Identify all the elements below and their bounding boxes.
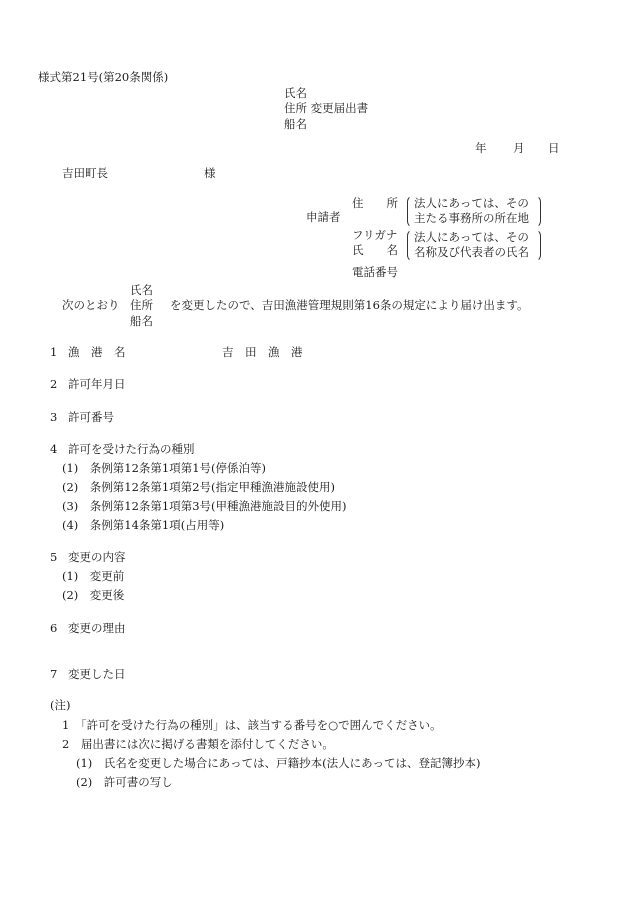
intro-prefix: 次のとおり [62,298,120,312]
name-note-line2: 名称及び代表者の氏名 [414,245,529,259]
date-month: 月 [513,141,525,155]
section-2-number: 2 [50,377,58,391]
section-3-number: 3 [50,410,58,424]
addressee-honorific: 様 [204,166,216,180]
name-note-line1: 法人にあっては、その [414,230,529,244]
section-4-item: (2) 条例第12条第1項第2号(指定甲種漁港施設使用) [62,480,336,494]
intro-option-ship: 船名 [130,314,153,328]
address-label: 住 所 [352,196,398,210]
notes-heading: (注) [50,698,71,712]
section-2-label: 許可年月日 [68,377,126,391]
date-year: 年 [475,141,487,155]
date-day: 日 [548,141,560,155]
furigana-label: フリガナ [352,228,398,242]
section-5-item: (2) 変更後 [62,588,125,602]
section-6-number: 6 [50,621,58,635]
name-label: 氏 名 [352,243,398,257]
section-7-number: 7 [50,667,58,681]
title-line-ship: 船名 [284,117,307,131]
section-4-item: (1) 条例第12条第1項第1号(停係泊等) [62,461,267,475]
intro-option-name: 氏名 [130,283,153,297]
section-4-number: 4 [50,442,58,456]
note-1: 1 「許可を受けた行為の種別」は、該当する番号を○で囲んでください。 [62,718,442,732]
note-2: 2 届出書には次に掲げる書類を添付してください。 [62,737,334,751]
title-line-address: 住所 変更届出書 [284,101,369,115]
address-note-line1: 法人にあっては、その [414,196,529,210]
section-4-label: 許可を受けた行為の種別 [68,442,195,456]
addressee-name: 吉田町長 [62,166,108,180]
section-1-number: 1 [50,345,58,359]
section-5-item: (1) 変更前 [62,569,125,583]
form-number: 様式第21号(第20条関係) [38,70,169,84]
section-6-label: 変更の理由 [68,621,126,635]
note-2-item-1: (1) 氏名を変更した場合にあっては、戸籍抄本(法人にあっては、登記簿抄本) [76,756,481,770]
section-1-label: 漁 港 名 [68,345,126,359]
address-note-line2: 主たる事務所の所在地 [414,211,529,225]
applicant-label: 申請者 [306,210,341,224]
phone-label: 電話番号 [352,265,398,279]
section-4-item: (4) 条例第14条第1項(占用等) [62,518,225,532]
section-3-label: 許可番号 [68,410,114,424]
intro-suffix: を変更したので、吉田漁港管理規則第16条の規定により届け出ます。 [170,298,529,312]
title-line-name: 氏名 [284,86,307,100]
note-2-item-2: (2) 許可書の写し [76,775,173,789]
section-1-value: 吉 田 漁 港 [222,345,303,359]
section-7-label: 変更した日 [68,667,126,681]
section-4-item: (3) 条例第12条第1項第3号(甲種漁港施設目的外使用) [62,499,347,513]
section-5-label: 変更の内容 [68,550,126,564]
section-5-number: 5 [50,550,58,564]
intro-option-address: 住所 [130,298,153,312]
